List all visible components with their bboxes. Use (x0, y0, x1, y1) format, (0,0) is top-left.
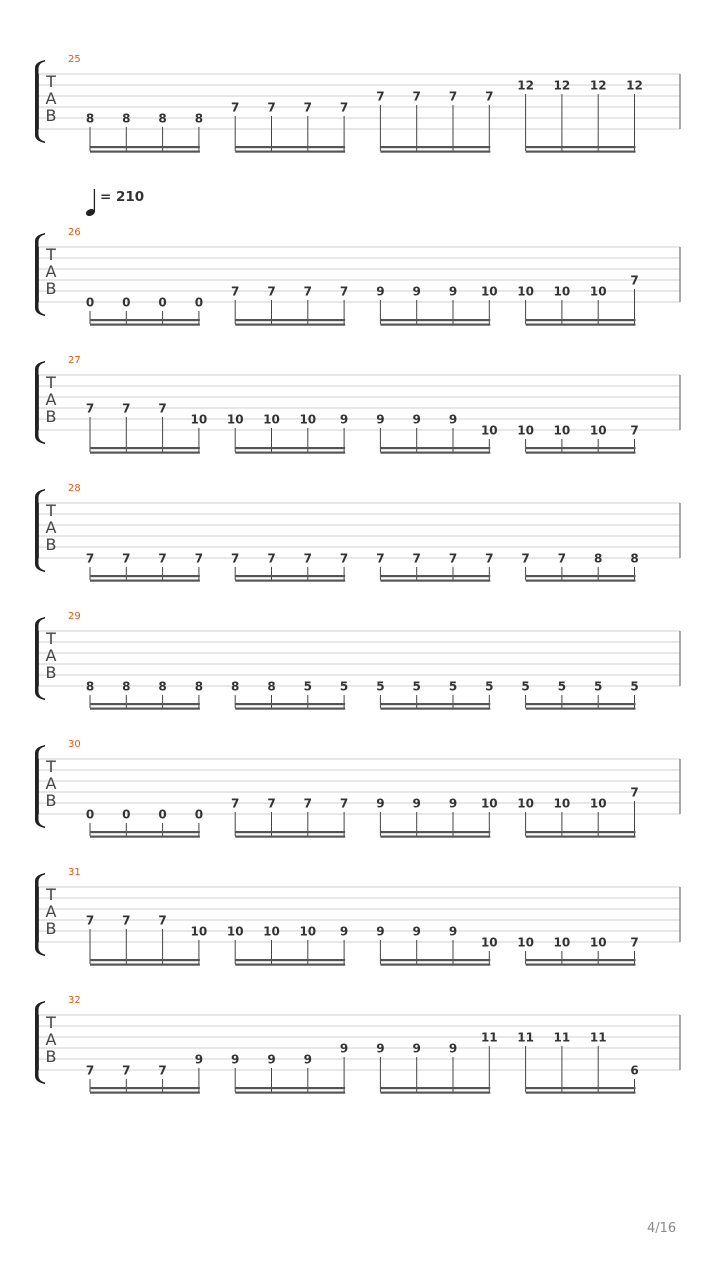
fret-number: 10 (226, 412, 244, 427)
beam-primary (235, 831, 345, 833)
fret-number: 7 (267, 284, 276, 299)
fret-number: 5 (557, 679, 567, 694)
measure-number: 31 (68, 867, 81, 878)
fret-number: 10 (589, 284, 607, 299)
fret-number: 9 (339, 924, 349, 939)
fret-number: 9 (448, 284, 458, 299)
beam-primary (526, 831, 636, 833)
fret-number: 10 (480, 284, 498, 299)
tab-clef-a: A (45, 262, 57, 281)
beam-primary (235, 959, 345, 961)
tab-clef-b: B (45, 919, 57, 938)
fret-number: 9 (303, 1052, 312, 1067)
beam-secondary (235, 452, 345, 454)
fret-number: 10 (553, 796, 571, 811)
fret-number: 0 (194, 295, 204, 310)
beam-secondary (235, 708, 345, 710)
fret-number: 11 (480, 1030, 498, 1045)
fret-number: 7 (339, 796, 349, 811)
fret-number: 7 (303, 796, 312, 811)
beam-primary (380, 575, 490, 577)
beam-secondary (526, 708, 636, 710)
tab-clef-t: T (46, 1013, 56, 1032)
fret-number: 10 (517, 284, 534, 299)
measure-number: 28 (68, 483, 81, 494)
beam-primary (90, 447, 200, 449)
tab-clef-a: A (45, 390, 57, 409)
fret-number: 9 (194, 1052, 204, 1067)
fret-number: 7 (85, 1063, 95, 1078)
tab-clef-b: B (45, 106, 57, 125)
fret-number: 7 (448, 89, 458, 104)
beam-primary (380, 959, 490, 961)
fret-number: 7 (158, 551, 167, 566)
fret-number: 7 (231, 551, 240, 566)
beam-secondary (90, 1092, 200, 1094)
beam-secondary (380, 708, 490, 710)
beam-secondary (380, 580, 490, 582)
beam-primary (90, 1087, 200, 1089)
tab-clef-b: B (45, 791, 57, 810)
fret-number: 6 (630, 1063, 639, 1078)
beam-primary (90, 146, 200, 148)
beam-primary (235, 447, 345, 449)
fret-number: 9 (339, 412, 349, 427)
fret-number: 0 (85, 807, 95, 822)
beam-secondary (526, 580, 636, 582)
fret-number: 5 (521, 679, 530, 694)
tab-clef-b: B (45, 407, 57, 426)
tab-clef-a: A (45, 646, 57, 665)
beam-secondary (235, 964, 345, 966)
fret-number: 5 (594, 679, 603, 694)
beam-secondary (90, 452, 200, 454)
measure-number: 27 (68, 355, 81, 366)
fret-number: 7 (630, 273, 639, 288)
fret-number: 7 (630, 935, 639, 950)
fret-number: 10 (589, 796, 607, 811)
quarter-note-icon (84, 186, 100, 220)
fret-number: 10 (263, 924, 280, 939)
fret-number: 8 (194, 679, 204, 694)
fret-number: 10 (589, 935, 607, 950)
fret-number: 7 (158, 1063, 167, 1078)
fret-number: 8 (158, 111, 167, 126)
beam-primary (235, 703, 345, 705)
fret-number: 10 (299, 412, 317, 427)
tab-clef-t: T (46, 757, 56, 776)
fret-number: 0 (194, 807, 204, 822)
beam-secondary (380, 964, 490, 966)
fret-number: 7 (122, 551, 131, 566)
fret-number: 7 (231, 284, 240, 299)
system-bracket (35, 60, 45, 143)
beam-primary (526, 1087, 636, 1089)
beam-primary (235, 1087, 345, 1089)
tempo-bpm: 210 (116, 189, 145, 205)
fret-number: 7 (376, 89, 385, 104)
tab-clef-t: T (46, 629, 56, 648)
fret-number: 10 (480, 423, 498, 438)
fret-number: 5 (376, 679, 385, 694)
fret-number: 10 (517, 423, 534, 438)
beam-secondary (235, 151, 345, 153)
beam-secondary (526, 964, 636, 966)
beam-primary (90, 319, 200, 321)
fret-number: 12 (626, 78, 643, 93)
beam-secondary (526, 324, 636, 326)
fret-number: 12 (517, 78, 534, 93)
fret-number: 7 (122, 401, 131, 416)
fret-number: 10 (517, 796, 534, 811)
fret-number: 0 (122, 807, 131, 822)
beam-secondary (90, 708, 200, 710)
fret-number: 7 (448, 551, 458, 566)
fret-number: 7 (339, 284, 349, 299)
fret-number: 7 (158, 401, 167, 416)
fret-number: 9 (376, 412, 385, 427)
beam-secondary (380, 1092, 490, 1094)
fret-number: 0 (85, 295, 95, 310)
fret-number: 7 (303, 284, 312, 299)
fret-number: 8 (267, 679, 276, 694)
beam-primary (526, 447, 636, 449)
beam-primary (380, 703, 490, 705)
tempo-equals: = (100, 189, 112, 205)
fret-number: 11 (589, 1030, 607, 1045)
fret-number: 10 (190, 412, 208, 427)
page-number: 4/16 (647, 1221, 677, 1236)
fret-number: 9 (448, 796, 458, 811)
fret-number: 10 (553, 423, 571, 438)
fret-number: 5 (303, 679, 312, 694)
beam-primary (235, 575, 345, 577)
measure-number: 25 (68, 54, 81, 65)
fret-number: 9 (267, 1052, 276, 1067)
fret-number: 5 (485, 679, 494, 694)
measure-number: 30 (68, 739, 81, 750)
fret-number: 10 (299, 924, 317, 939)
fret-number: 0 (122, 295, 131, 310)
fret-number: 11 (553, 1030, 571, 1045)
tab-clef-a: A (45, 774, 57, 793)
fret-number: 8 (85, 111, 95, 126)
beam-primary (90, 959, 200, 961)
fret-number: 10 (553, 935, 571, 950)
beam-secondary (526, 452, 636, 454)
beam-secondary (526, 151, 636, 153)
fret-number: 8 (122, 679, 131, 694)
fret-number: 12 (589, 78, 607, 93)
beam-secondary (235, 580, 345, 582)
beam-secondary (380, 836, 490, 838)
system-bracket (35, 745, 45, 828)
fret-number: 5 (448, 679, 458, 694)
beam-primary (526, 703, 636, 705)
fret-number: 5 (412, 679, 421, 694)
system-bracket (35, 489, 45, 572)
fret-number: 11 (517, 1030, 534, 1045)
fret-number: 10 (190, 924, 208, 939)
fret-number: 7 (158, 913, 167, 928)
measure-number: 32 (68, 995, 81, 1006)
beam-primary (380, 319, 490, 321)
fret-number: 8 (594, 551, 603, 566)
system-bracket (35, 1001, 45, 1084)
fret-number: 7 (267, 551, 276, 566)
fret-number: 9 (412, 1041, 421, 1056)
fret-number: 7 (557, 551, 567, 566)
fret-number: 8 (122, 111, 131, 126)
beam-primary (90, 831, 200, 833)
beam-primary (526, 959, 636, 961)
fret-number: 7 (630, 423, 639, 438)
fret-number: 10 (263, 412, 280, 427)
beam-secondary (235, 324, 345, 326)
fret-number: 7 (231, 796, 240, 811)
beam-secondary (526, 836, 636, 838)
fret-number: 9 (376, 284, 385, 299)
fret-number: 7 (412, 551, 421, 566)
fret-number: 10 (480, 935, 498, 950)
fret-number: 7 (194, 551, 204, 566)
fret-number: 10 (226, 924, 244, 939)
beam-primary (380, 831, 490, 833)
beam-secondary (90, 151, 200, 153)
beam-secondary (380, 452, 490, 454)
fret-number: 9 (412, 284, 421, 299)
beam-primary (380, 447, 490, 449)
fret-number: 7 (85, 551, 95, 566)
beam-primary (90, 575, 200, 577)
tab-clef-b: B (45, 535, 57, 554)
system-bracket (35, 617, 45, 700)
beam-secondary (380, 151, 490, 153)
fret-number: 8 (158, 679, 167, 694)
fret-number: 8 (231, 679, 240, 694)
fret-number: 7 (85, 913, 95, 928)
fret-number: 9 (448, 1041, 458, 1056)
measure-number: 29 (68, 611, 81, 622)
fret-number: 9 (412, 796, 421, 811)
beam-primary (90, 703, 200, 705)
fret-number: 10 (517, 935, 534, 950)
fret-number: 8 (85, 679, 95, 694)
fret-number: 7 (412, 89, 421, 104)
beam-secondary (235, 1092, 345, 1094)
beam-secondary (90, 964, 200, 966)
tab-clef-t: T (46, 501, 56, 520)
beam-secondary (380, 324, 490, 326)
fret-number: 5 (630, 679, 639, 694)
fret-number: 8 (630, 551, 639, 566)
fret-number: 9 (231, 1052, 240, 1067)
fret-number: 7 (122, 1063, 131, 1078)
fret-number: 9 (448, 924, 458, 939)
fret-number: 9 (412, 924, 421, 939)
beam-primary (380, 1087, 490, 1089)
fret-number: 12 (553, 78, 571, 93)
fret-number: 10 (589, 423, 607, 438)
beam-primary (526, 146, 636, 148)
fret-number: 10 (480, 796, 498, 811)
tab-clef-t: T (46, 373, 56, 392)
fret-number: 0 (158, 807, 167, 822)
beam-primary (235, 146, 345, 148)
fret-number: 7 (267, 796, 276, 811)
fret-number: 7 (231, 100, 240, 115)
fret-number: 9 (448, 412, 458, 427)
fret-number: 7 (376, 551, 385, 566)
fret-number: 7 (339, 551, 349, 566)
fret-number: 7 (485, 89, 494, 104)
beam-secondary (90, 580, 200, 582)
fret-number: 0 (158, 295, 167, 310)
fret-number: 8 (194, 111, 204, 126)
tab-clef-b: B (45, 279, 57, 298)
fret-number: 7 (339, 100, 349, 115)
fret-number: 7 (303, 551, 312, 566)
tab-clef-a: A (45, 518, 57, 537)
tab-clef-b: B (45, 663, 57, 682)
fret-number: 7 (85, 401, 95, 416)
tab-clef-a: A (45, 89, 57, 108)
measure-number: 26 (68, 227, 81, 238)
fret-number: 7 (521, 551, 530, 566)
fret-number: 7 (630, 785, 639, 800)
fret-number: 9 (339, 1041, 349, 1056)
fret-number: 7 (303, 100, 312, 115)
beam-secondary (90, 324, 200, 326)
beam-primary (380, 146, 490, 148)
fret-number: 9 (376, 1041, 385, 1056)
beam-secondary (235, 836, 345, 838)
beam-secondary (526, 1092, 636, 1094)
system-bracket (35, 361, 45, 444)
system-bracket (35, 873, 45, 956)
tab-clef-a: A (45, 902, 57, 921)
beam-secondary (90, 836, 200, 838)
fret-number: 5 (339, 679, 349, 694)
beam-primary (526, 575, 636, 577)
fret-number: 7 (485, 551, 494, 566)
fret-number: 9 (412, 412, 421, 427)
system-bracket (35, 233, 45, 316)
tab-clef-b: B (45, 1047, 57, 1066)
beam-primary (235, 319, 345, 321)
tab-clef-t: T (46, 72, 56, 91)
fret-number: 7 (267, 100, 276, 115)
tab-clef-t: T (46, 885, 56, 904)
tab-clef-a: A (45, 1030, 57, 1049)
beam-primary (526, 319, 636, 321)
fret-number: 9 (376, 796, 385, 811)
fret-number: 10 (553, 284, 571, 299)
fret-number: 7 (122, 913, 131, 928)
fret-number: 9 (376, 924, 385, 939)
tab-clef-t: T (46, 245, 56, 264)
tempo-label (100, 189, 144, 205)
